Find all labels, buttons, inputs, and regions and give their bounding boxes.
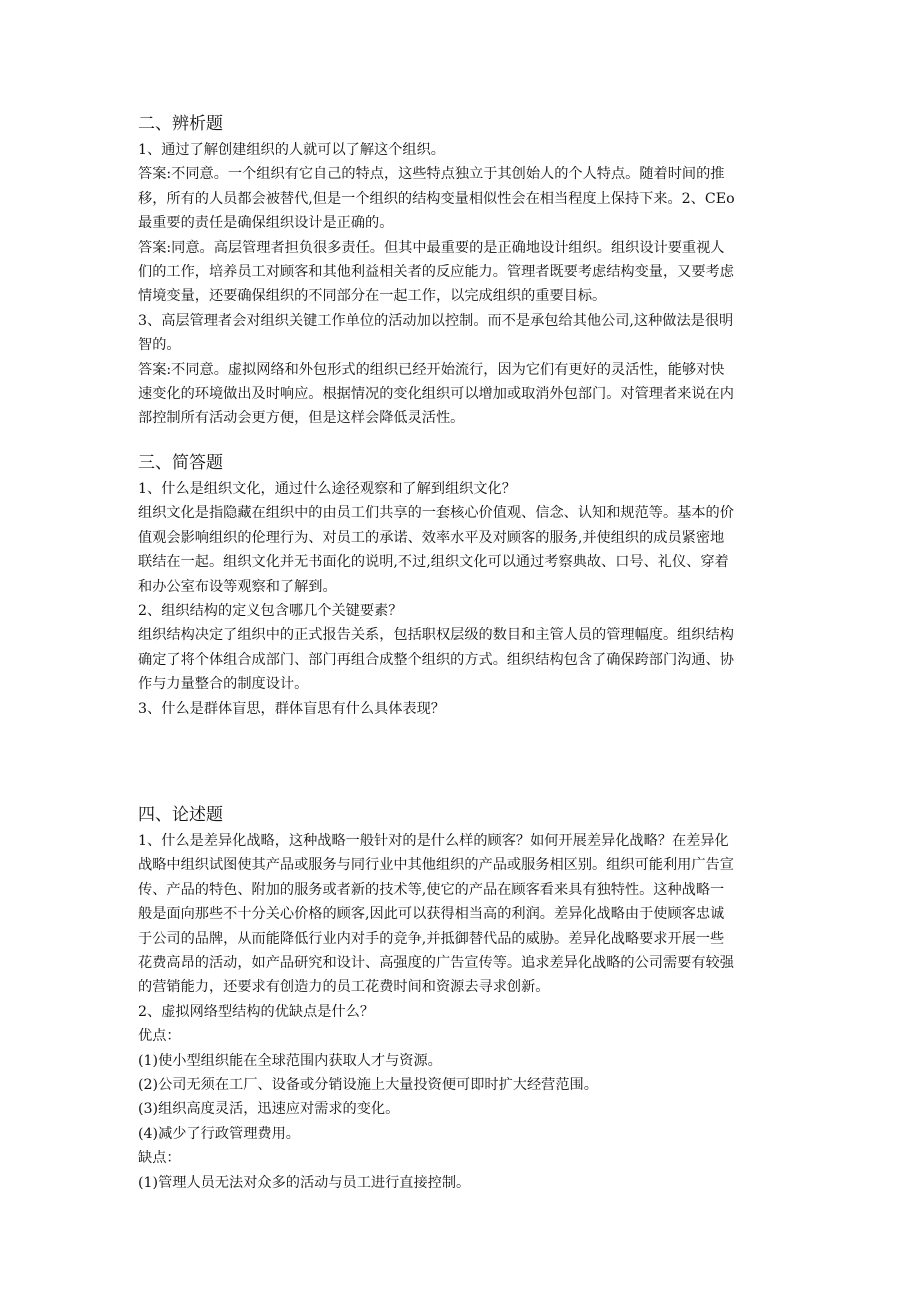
text-line: 作与力量整合的制度设计。: [138, 676, 309, 693]
section-title: 二、辨析题: [138, 114, 223, 134]
section-short-answer: [138, 449, 788, 721]
text-line: 组织结构决定了组织中的正式报告关系，包括职权层级的数目和主管人员的管理幅度。组织结构: [138, 627, 734, 644]
document-body: [138, 110, 788, 1195]
text-line: 战略中组织试图使其产品或服务与同行业中其他组织的产品或服务相区别。组织可能利用广告宣: [138, 857, 734, 874]
text-line: 速变化的环境做出及时响应。根据情况的变化组织可以增加或取消外包部门。对管理者来说在内: [138, 386, 734, 403]
text-line: (1)使小型组织能在全球范围内获取人才与资源。: [138, 1052, 442, 1069]
text-line: (3)组织高度灵活，迅速应对需求的变化。: [138, 1101, 400, 1118]
text-line: 最重要的责任是确保组织设计是正确的。: [138, 215, 394, 232]
text-line: 般是面向那些不十分关心价格的顾客,因此可以获得相当高的利润。差异化战略由于使顾客忠诚: [138, 906, 725, 923]
text-line: 答案:不同意。虚拟网络和外包形式的组织已经开始流行，因为它们有更好的灵活性，能够对快: [138, 361, 725, 378]
text-line: 3、什么是群体盲思，群体盲思有什么具体表现？: [138, 700, 445, 717]
text-line: 智的。: [138, 337, 181, 354]
section-essay: [138, 801, 788, 1195]
text-line: 传、产品的特色、附加的服务或者新的技术等,使它的产品在顾客看来具有独特性。这种战略一: [138, 881, 725, 898]
text-line: 移，所有的人员都会被替代,但是一个组织的结构变量相似性会在相当程度上保持下来。2、CEo: [138, 190, 735, 207]
text-line: 们的工作，培养员工对顾客和其他利益相关者的反应能力。管理者既要考虑结构变量，又要考虑: [138, 264, 734, 281]
text-line: 1、通过了解创建组织的人就可以了解这个组织。: [138, 142, 445, 158]
text-line: (1)管理人员无法对众多的活动与员工进行直接控制。: [138, 1174, 471, 1191]
text-line: 值观会影响组织的伦理行为、对员工的承诺、效率水平及对顾客的服务,并使组织的成员紧密地: [138, 529, 725, 546]
text-line: 2、组织结构的定义包含哪几个关键要素？: [138, 602, 403, 619]
text-line: 联结在一起。组织文化并无书面化的说明,不过,组织文化可以通过考察典故、口号、礼仪、穿着: [138, 554, 729, 571]
text-line: 1、什么是组织文化，通过什么途径观察和了解到组织文化？: [138, 480, 516, 497]
text-line: 优点：: [138, 1028, 181, 1045]
text-line: 答案:同意。高层管理者担负很多责任。但其中最重要的是正确地设计组织。组织设计要重视人: [138, 239, 725, 256]
text-line: 花费高昂的活动，如产品研究和设计、高强度的广告宣传等。追求差异化战略的公司需要有较强: [138, 954, 734, 971]
text-line: 于公司的品牌，从而能降低行业内对手的竞争,并抵御替代品的威胁。差异化战略要求开展一些: [138, 930, 725, 947]
text-line: 缺点：: [138, 1150, 181, 1167]
section-analysis: [138, 110, 788, 431]
text-line: 1、什么是差异化战略，这种战略一般针对的是什么样的顾客？如何开展差异化战略？在差异化: [138, 832, 729, 849]
text-line: (2)公司无须在工厂、设备或分销设施上大量投资便可即时扩大经营范围。: [138, 1077, 598, 1093]
text-line: 答案:不同意。一个组织有它自己的特点，这些特点独立于其创始人的个人特点。随着时间的推: [138, 166, 725, 183]
section-spacer: [138, 721, 788, 801]
text-line: 组织文化是指隐藏在组织中的由员工们共享的一套核心价值观、信念、认知和规范等。基本的价: [138, 505, 734, 522]
text-line: 3、高层管理者会对组织关键工作单位的活动加以控制。而不是承包给其他公司,这种做法是很明: [138, 312, 734, 329]
section-title: 三、简答题: [138, 452, 223, 473]
text-line: (4)减少了行政管理费用。: [138, 1125, 300, 1142]
section-spacer: [138, 431, 788, 449]
text-line: 的营销能力，还要求有创造力的员工花费时间和资源去寻求创新。: [138, 979, 550, 996]
section-title: 四、论述题: [138, 804, 223, 825]
text-line: 部控制所有活动会更方便，但是这样会降低灵活性。: [138, 410, 465, 427]
text-line: 2、虚拟网络型结构的优缺点是什么？: [138, 1003, 375, 1020]
text-line: 情境变量，还要确保组织的不同部分在一起工作，以完成组织的重要目标。: [138, 288, 607, 305]
text-line: 和办公室布设等观察和了解到。: [138, 578, 337, 595]
text-line: 确定了将个体组合成部门、部门再组合成整个组织的方式。组织结构包含了确保跨部门沟通、协: [138, 651, 734, 668]
